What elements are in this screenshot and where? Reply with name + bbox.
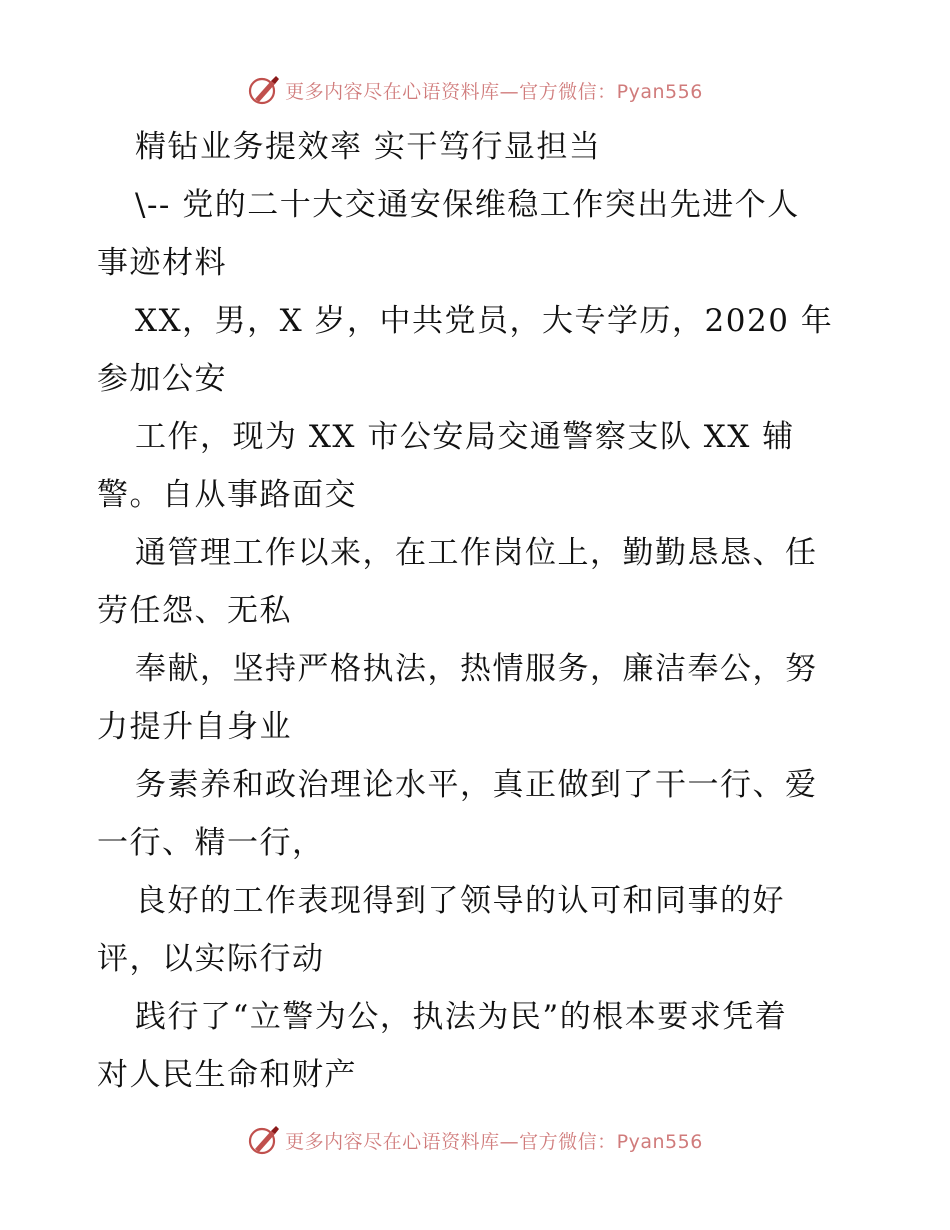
paragraph-line: 良好的工作表现得到了领导的认可和同事的好	[135, 883, 785, 919]
pen-logo-icon	[247, 1123, 281, 1157]
footer-watermark	[0, 1120, 950, 1160]
watermark-text: 更多内容尽在心语资料库—官方微信：Pyan556	[285, 80, 703, 103]
paragraph-line: 务素养和政治理论水平，真正做到了干一行、爱	[135, 767, 818, 803]
paragraph-line: 对人民生命和财产	[97, 1057, 357, 1093]
document-subtitle: \-- 党的二十大交通安保维稳工作突出先进个人	[135, 187, 800, 223]
paragraph-line: 警。自从事路面交	[97, 477, 357, 513]
paragraph-line: 践行了“立警为公，执法为民”的根本要求凭着	[135, 999, 788, 1035]
paragraph-line: 参加公安	[97, 361, 227, 397]
document-subtitle-continued: 事迹材料	[97, 245, 227, 281]
document-body	[97, 118, 857, 1104]
paragraph-line: 工作，现为 XX 市公安局交通警察支队 XX 辅	[135, 419, 795, 455]
paragraph-line: 劳任怨、无私	[97, 593, 292, 629]
paragraph-line: 评，以实际行动	[97, 941, 325, 977]
paragraph-line: 一行、精一行，	[97, 825, 325, 861]
paragraph-line: 通管理工作以来，在工作岗位上，勤勤恳恳、任	[135, 535, 818, 571]
document-title: 精钻业务提效率 实干笃行显担当	[135, 129, 602, 165]
watermark-text: 更多内容尽在心语资料库—官方微信：Pyan556	[285, 1130, 703, 1153]
paragraph-line: XX，男，X 岁，中共党员，大专学历，2020 年	[135, 303, 834, 339]
pen-logo-icon	[247, 73, 281, 107]
paragraph-line: 奉献，坚持严格执法，热情服务，廉洁奉公，努	[135, 651, 818, 687]
paragraph-line: 力提升自身业	[97, 709, 292, 745]
header-watermark	[0, 70, 950, 110]
